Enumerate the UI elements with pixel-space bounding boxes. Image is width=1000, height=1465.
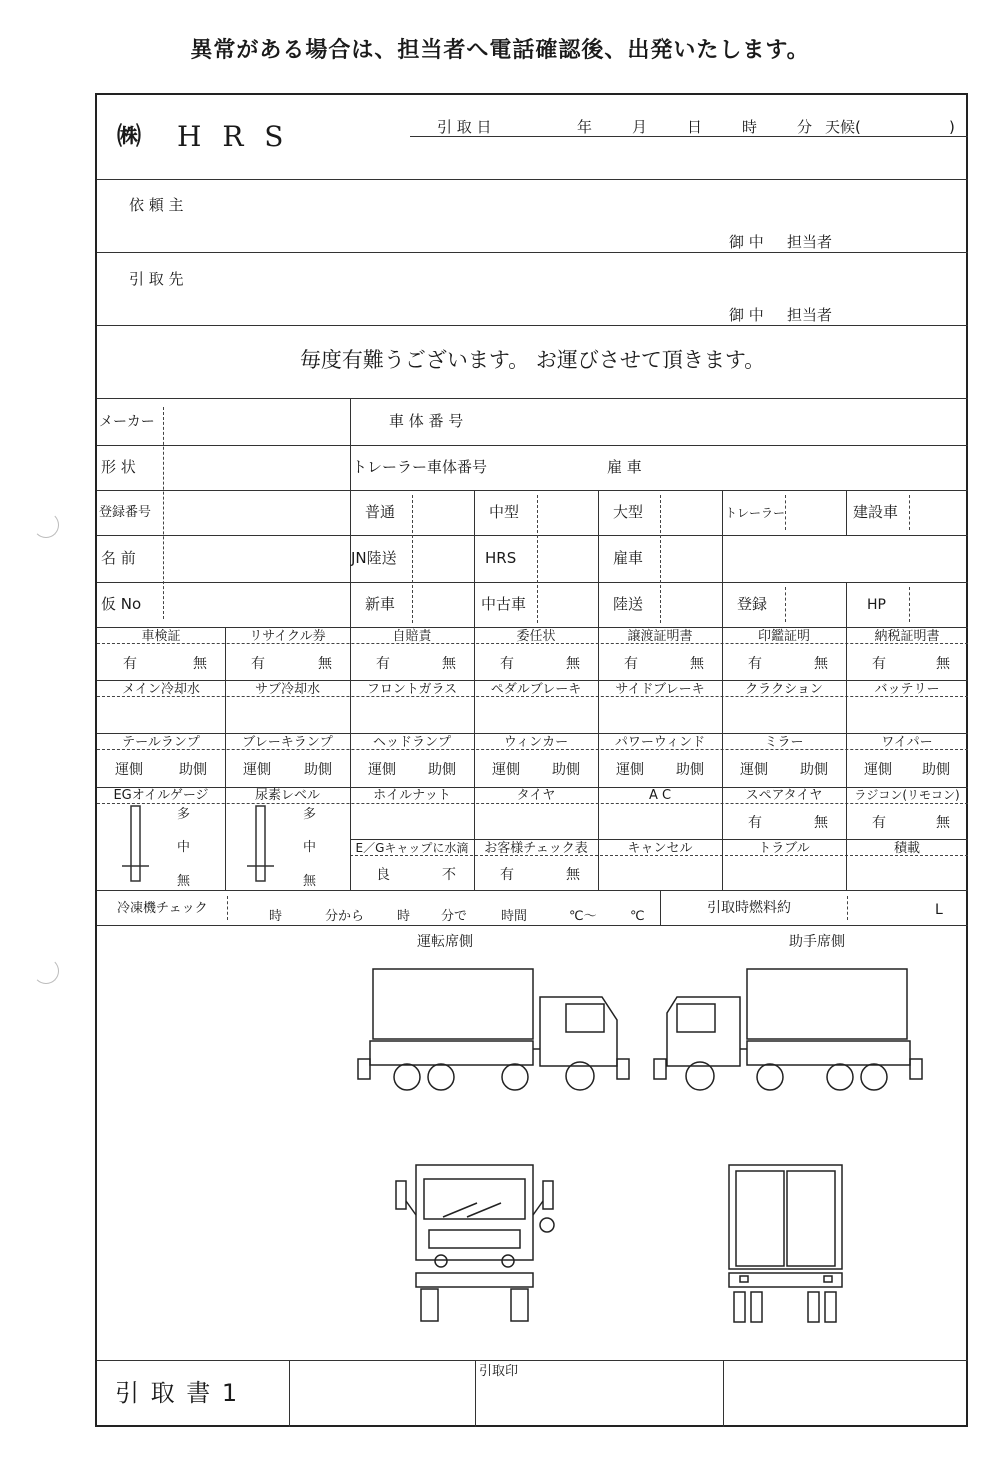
- doc-no: 無: [442, 656, 456, 672]
- name-label: 名 前: [101, 549, 136, 567]
- lamp-driver-side: 運側: [368, 762, 396, 778]
- date-underline: [410, 136, 968, 137]
- freezer-temp-to: ℃: [630, 909, 645, 924]
- doc-yes: 有: [872, 656, 886, 672]
- lamp-passenger-side: 助側: [428, 762, 456, 778]
- doc-no: 無: [318, 656, 332, 672]
- doc-yes: 有: [123, 656, 137, 672]
- freezer-hour2: 時: [397, 909, 411, 924]
- class-regular: 普通: [365, 503, 396, 521]
- transport-jn: JN陸送: [351, 549, 397, 567]
- lamp-header: ブレーキランプ: [242, 735, 333, 750]
- trailer-body-number-label: トレーラー車体番号: [352, 458, 488, 476]
- lamp-header: ウィンカー: [503, 735, 569, 750]
- shape-label: 形 状: [101, 458, 136, 476]
- doc-header: 譲渡証明書: [627, 629, 693, 644]
- doc-no: 無: [566, 656, 580, 672]
- lamp-passenger-side: 助側: [552, 762, 580, 778]
- col-line: [846, 582, 847, 627]
- day-label: 日: [687, 118, 703, 136]
- reg-number-label: 登録番号: [99, 505, 152, 520]
- col-dashed: [227, 896, 228, 920]
- company-mark: ㈱: [117, 122, 141, 150]
- row-line: [97, 252, 968, 253]
- urea-level-high: 多: [303, 807, 317, 822]
- row-line: [97, 398, 968, 399]
- fluid-header: フロントガラス: [366, 682, 458, 697]
- company-name: H R S: [177, 120, 290, 153]
- binder-hole: [33, 958, 59, 984]
- freezer-duration: 時間: [501, 909, 528, 924]
- passenger-side-label: 助手席側: [789, 934, 845, 950]
- col-line: [723, 1360, 724, 1427]
- col-dashed: [847, 896, 848, 920]
- col-dashed: [660, 495, 661, 623]
- lamp-driver-side: 運側: [492, 762, 520, 778]
- eg-cap-good: 良: [376, 867, 390, 883]
- doc-header: 自賠責: [392, 629, 432, 644]
- lamp-header: ヘッドランプ: [372, 735, 451, 750]
- col-line: [350, 398, 351, 627]
- pickup-person: 担当者: [787, 306, 833, 324]
- month-label: 月: [632, 118, 648, 136]
- lamp-driver-side: 運側: [243, 762, 271, 778]
- radio-yes: 有: [872, 815, 886, 831]
- customer-checklist: お客様チェック表: [484, 841, 588, 856]
- doc-yes: 有: [748, 656, 762, 672]
- lamp-driver-side: 運側: [616, 762, 644, 778]
- lamp-passenger-side: 助側: [304, 762, 332, 778]
- freezer-temp-from: ℃～: [569, 909, 597, 924]
- radio-no: 無: [936, 815, 950, 831]
- air-conditioner: A C: [648, 788, 672, 803]
- row-line: [97, 627, 968, 628]
- loading-label: 積載: [893, 841, 920, 856]
- pickup-form: [95, 93, 968, 1427]
- doc-yes: 有: [251, 656, 265, 672]
- col-dashed: [785, 587, 786, 622]
- truck-front-view: [396, 1165, 554, 1321]
- class-construction: 建設車: [853, 503, 899, 521]
- row-line: [97, 890, 968, 891]
- spare-yes: 有: [748, 815, 762, 831]
- truck-driver-side: [358, 969, 629, 1090]
- freezer-min-to: 分で: [441, 909, 468, 924]
- body-number-label: 車 体 番 号: [389, 412, 464, 430]
- notice-text: 異常がある場合は、担当者へ電話確認後、出発いたします。: [190, 38, 810, 63]
- doc-header: 委任状: [516, 629, 556, 644]
- greeting-text: 毎度有難うございます。 お運びさせて頂きます。: [299, 348, 766, 372]
- temp-number-label: 仮 No: [101, 595, 142, 613]
- client-label: 依 頼 主: [129, 196, 184, 214]
- class-medium: 中型: [489, 503, 520, 521]
- client-onchu: 御 中: [729, 233, 764, 251]
- tire: タイヤ: [516, 788, 556, 803]
- urea-level: 尿素レベル: [254, 788, 320, 803]
- lamp-driver-side: 運側: [740, 762, 768, 778]
- row-line: [97, 535, 968, 536]
- eg-level-high: 多: [177, 807, 191, 822]
- row-line: [350, 839, 968, 840]
- doc-header: 車検証: [141, 629, 181, 644]
- condition-registered: 登録: [737, 595, 768, 613]
- doc-no: 無: [690, 656, 704, 672]
- freezer-hour1: 時: [269, 909, 283, 924]
- cancel-label: キャンセル: [627, 841, 693, 856]
- driver-side-label: 運転席側: [417, 934, 473, 950]
- row-line: [97, 179, 968, 180]
- col-line: [598, 490, 599, 627]
- fluid-header: メイン冷却水: [122, 682, 200, 697]
- truck-passenger-side: [654, 969, 922, 1090]
- transport-hrs: HRS: [485, 549, 517, 567]
- urea-level-mid: 中: [303, 840, 317, 855]
- pickup-stamp-label: 引取印: [479, 1364, 519, 1379]
- condition-hp: HP: [867, 597, 886, 613]
- class-large: 大型: [613, 503, 644, 521]
- weather-label: 天候(: [825, 118, 861, 136]
- lamp-passenger-side: 助側: [922, 762, 950, 778]
- hour-label: 時: [742, 118, 758, 136]
- eg-oil-gauge: EGオイルゲージ: [113, 788, 209, 803]
- col-line: [289, 1360, 290, 1427]
- row-line: [97, 582, 968, 583]
- fuel-unit: L: [935, 902, 943, 918]
- condition-new: 新車: [365, 595, 396, 613]
- col-dashed: [537, 495, 538, 623]
- pickup-onchu: 御 中: [729, 306, 764, 324]
- fuel-label: 引取時燃料約: [707, 900, 791, 916]
- doc-header: 印鑑証明: [757, 629, 810, 644]
- vehicle-damage-diagram: [97, 955, 968, 1365]
- pickup-place-label: 引 取 先: [129, 270, 184, 288]
- year-label: 年: [577, 118, 593, 136]
- row-line: [97, 1360, 968, 1361]
- lamp-passenger-side: 助側: [179, 762, 207, 778]
- maker-label: メーカー: [99, 414, 155, 430]
- fluid-header: バッテリー: [874, 682, 940, 697]
- freezer-min-from: 分から: [325, 909, 365, 924]
- form-title: 引 取 書 1: [115, 1379, 240, 1407]
- row-line: [97, 325, 968, 326]
- col-line: [660, 890, 661, 925]
- truck-rear-view: [729, 1165, 842, 1322]
- lamp-passenger-side: 助側: [676, 762, 704, 778]
- lamp-header: パワーウィンド: [614, 735, 706, 750]
- lamp-driver-side: 運側: [115, 762, 143, 778]
- class-trailer: トレーラー: [725, 506, 786, 520]
- doc-header: 納税証明書: [874, 629, 940, 644]
- doc-yes: 有: [500, 656, 514, 672]
- col-line: [474, 490, 475, 627]
- col-dashed: [909, 495, 910, 530]
- doc-no: 無: [936, 656, 950, 672]
- weather-close: ): [949, 118, 955, 136]
- binder-hole: [33, 512, 59, 538]
- row-line: [97, 925, 968, 926]
- eg-cap-bad: 不: [442, 867, 456, 883]
- customer-check-no: 無: [566, 867, 580, 883]
- col-dashed: [785, 495, 786, 530]
- row-line: [97, 733, 968, 734]
- col-dashed: [163, 407, 164, 619]
- col-line: [846, 490, 847, 535]
- fluid-header: ペダルブレーキ: [490, 682, 582, 697]
- eg-level-mid: 中: [177, 840, 191, 855]
- pickup-date-label: 引 取 日: [437, 118, 492, 136]
- doc-header: リサイクル券: [249, 629, 326, 644]
- fluid-header: クラクション: [745, 682, 823, 697]
- client-person: 担当者: [787, 233, 833, 251]
- customer-check-yes: 有: [500, 867, 514, 883]
- urea-level-low: 無: [303, 874, 317, 889]
- eg-level-low: 無: [177, 874, 191, 889]
- doc-no: 無: [814, 656, 828, 672]
- radio-remote: ラジコン(リモコン): [854, 788, 960, 802]
- hired-vehicle-label: 雇 車: [607, 458, 642, 476]
- row-line: [97, 490, 968, 491]
- lamp-passenger-side: 助側: [800, 762, 828, 778]
- lamp-driver-side: 運側: [864, 762, 892, 778]
- transport-hired: 雇車: [613, 549, 644, 567]
- row-line: [97, 680, 968, 681]
- doc-no: 無: [193, 656, 207, 672]
- condition-transport: 陸送: [613, 595, 644, 613]
- wheel-nut: ホイルナット: [373, 788, 451, 803]
- eg-cap-water: E／Gキャップに水滴: [355, 841, 469, 855]
- lamp-header: ミラー: [764, 735, 804, 750]
- lamp-header: テールランプ: [122, 735, 200, 750]
- fluid-header: サイドブレーキ: [615, 682, 705, 697]
- col-line: [475, 1360, 476, 1427]
- row-line: [97, 445, 968, 446]
- col-dashed: [412, 495, 413, 623]
- minute-label: 分: [797, 118, 813, 136]
- col-dashed: [909, 587, 910, 622]
- spare-no: 無: [814, 815, 828, 831]
- col-line: [722, 490, 723, 627]
- condition-used: 中古車: [481, 595, 527, 613]
- freezer-check-label: 冷凍機チェック: [117, 901, 208, 916]
- trouble-label: トラブル: [758, 841, 810, 856]
- lamp-header: ワイパー: [881, 735, 933, 750]
- doc-yes: 有: [376, 656, 390, 672]
- spare-tire: スペアタイヤ: [745, 788, 823, 803]
- fluid-header: サブ冷却水: [254, 682, 320, 697]
- doc-yes: 有: [624, 656, 638, 672]
